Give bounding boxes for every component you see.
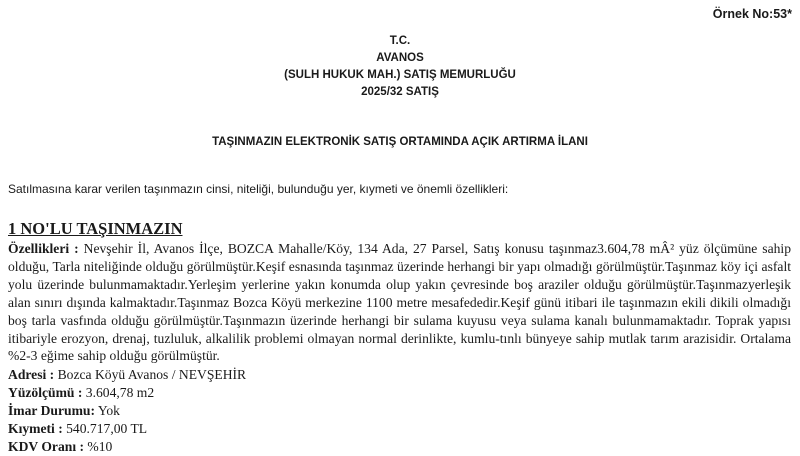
property-fields: [8, 366, 246, 456]
header-republic: T.C.: [389, 35, 411, 47]
vat-row: [8, 438, 246, 456]
value-row: [8, 420, 246, 438]
area-value: 3.604,78 m2: [82, 384, 155, 400]
address-value: Bozca Köyü Avanos / NEVŞEHİR: [54, 367, 247, 382]
value-label: Kıymeti :: [8, 420, 63, 436]
header-case-number: 2025/32 SATIŞ: [361, 86, 439, 98]
features-label: Özellikleri :: [8, 241, 79, 256]
vat-value: %10: [84, 438, 113, 454]
features-text: Nevşehir İl, Avanos İlçe, BOZCA Mahalle/Köy, 134 Ada, 27 Parsel, Satış konusu taşınmaz3.604,78 mÂ² yüz ölçümüne sahip olduğu, Tarla niteliğinde olduğu görülmüştür.Keşif esnasında taşınmaz üzerinde herhangi bir yapı olmadığı görülmüştür.Taşınmaz köy içi asfalt yolu üzerinde bulunmamaktadır.Yerleşim yerlerine yakın konumda olup yakın çevresinde boş araziler olduğu görülmüştür.Taşınmazyerleşik alan sınırı dışında kalmaktadır.Taşınmaz Bozca Köyü merkezine 1100 metre mesafededir.Keşif günü itibari ile taşınmazın ekili dikili olmadığı boş tarla vasfında olduğu görülmüştür.Taşınmazın üzerinde herhangi bir sulama kuyusu veya sulama kanalı bulunmamaktadır. Toprak yapısı itibariyle erozyon, drenaj, tuzluluk, alkalilik problemi olmayan normal derinlikte, kumlu-tınlı bünyeye sahip mutlak tarım arazisidir. Ortalama %2-3 eğime sahip olduğu görülmüştür.: [8, 241, 792, 364]
value-value: 540.717,00 TL: [62, 420, 148, 436]
address-row: [8, 366, 246, 384]
sample-number: Örnek No:53*: [712, 7, 792, 21]
zoning-row: [8, 402, 246, 420]
property-features: [8, 240, 791, 365]
intro-text: Satılmasına karar verilen taşınmazın cinsi, niteliği, bulunduğu yer, kıymeti ve önemli özellikleri:: [8, 182, 509, 196]
document-header: [0, 33, 800, 101]
zoning-label: İmar Durumu:: [8, 402, 95, 418]
property-title: 1 NO'LU TAŞINMAZIN: [8, 219, 183, 238]
announcement-title: TAŞINMAZIN ELEKTRONİK SATIŞ ORTAMINDA AÇIK ARTIRMA İLANI: [212, 136, 588, 148]
area-label: Yüzölçümü :: [8, 384, 83, 400]
area-row: [8, 384, 246, 402]
address-label: Adresi :: [8, 367, 55, 382]
zoning-value: Yok: [94, 402, 120, 418]
header-office: (SULH HUKUK MAH.) SATIŞ MEMURLUĞU: [284, 69, 516, 81]
header-district: AVANOS: [376, 52, 424, 64]
vat-label: KDV Oranı :: [8, 438, 85, 454]
